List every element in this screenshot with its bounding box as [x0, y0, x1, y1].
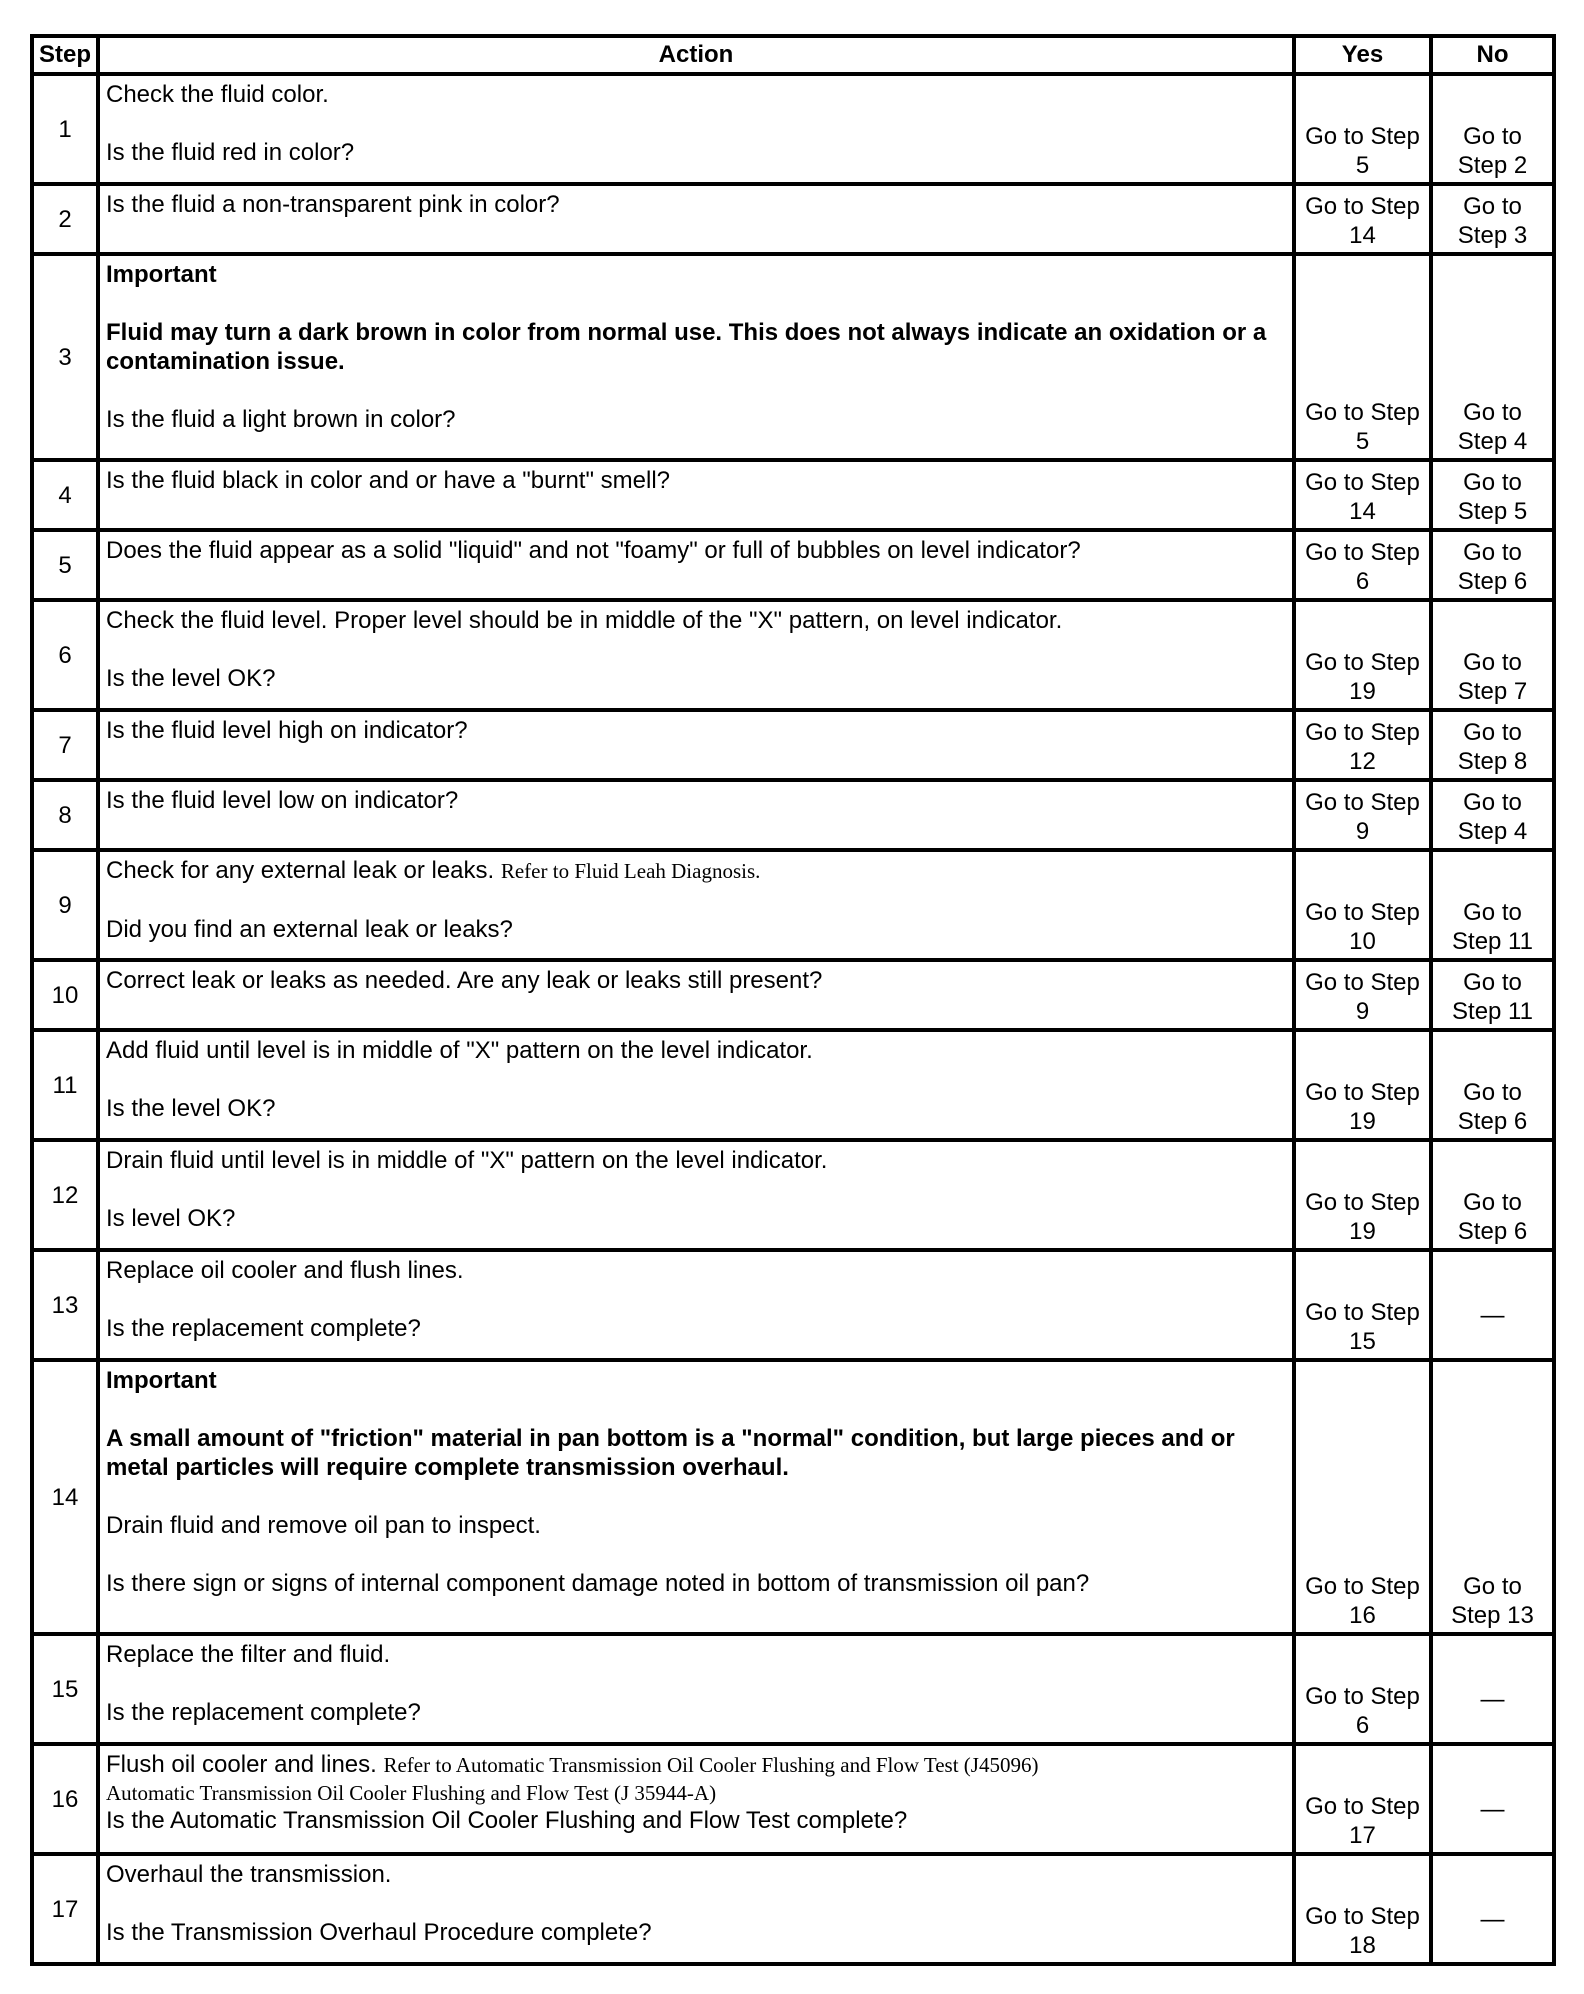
important-note: A small amount of "friction" material in pan bottom is a "normal" condition, but large pieces and or metal particles will require complete transmission overhaul.: [106, 1425, 1235, 1481]
step-number: 4: [32, 460, 98, 530]
no-step: Step 11: [1452, 998, 1533, 1025]
yes-text: Go to Step: [1305, 399, 1420, 426]
yes-cell: [1294, 74, 1431, 184]
no-step: Step 8: [1457, 748, 1528, 775]
yes-text: Go to Step: [1305, 789, 1420, 816]
action-cell: [98, 1634, 1294, 1744]
action-question: Is the fluid a light brown in color?: [106, 406, 456, 433]
step-number: 16: [32, 1744, 98, 1854]
yes-text: Go to Step: [1305, 1189, 1420, 1216]
action-text: Flush oil cooler and lines.: [106, 1751, 377, 1778]
no-text: Go to: [1463, 123, 1522, 150]
important-label: Important: [106, 1367, 217, 1394]
action-cell: [98, 600, 1294, 710]
action-question: Is the replacement complete?: [106, 1699, 421, 1726]
step-number: 1: [32, 74, 98, 184]
action-text: Overhaul the transmission.: [106, 1861, 392, 1888]
yes-cell: [1294, 460, 1431, 530]
step-number: 7: [32, 710, 98, 780]
step-number: 6: [32, 600, 98, 710]
action-question: Is there sign or signs of internal component damage noted in bottom of transmission oil pan?: [106, 1570, 1090, 1597]
yes-step: 16: [1349, 1602, 1376, 1629]
no-text: Go to: [1463, 789, 1522, 816]
action-cell: [98, 254, 1294, 460]
yes-cell: [1294, 530, 1431, 600]
yes-text: Go to Step: [1305, 719, 1420, 746]
no-dash: —: [1480, 1906, 1505, 1933]
no-cell: [1431, 1744, 1554, 1854]
action-question: Is the fluid red in color?: [106, 139, 355, 166]
no-cell: [1431, 184, 1554, 254]
yes-text: Go to Step: [1305, 1683, 1420, 1710]
reference-text: Refer to Fluid Leah Diagnosis.: [500, 859, 761, 883]
step-number: 10: [32, 960, 98, 1030]
no-dash: —: [1480, 1686, 1505, 1713]
no-cell: [1431, 460, 1554, 530]
table-row: [32, 184, 1554, 254]
yes-cell: [1294, 1250, 1431, 1360]
yes-cell: [1294, 600, 1431, 710]
yes-step: 14: [1349, 498, 1376, 525]
diagnostic-table: [30, 34, 1556, 1966]
yes-step: 6: [1355, 568, 1370, 595]
no-step: Step 6: [1457, 1218, 1528, 1245]
no-cell: [1431, 710, 1554, 780]
no-cell: [1431, 1360, 1554, 1634]
table-row: [32, 530, 1554, 600]
step-number: 13: [32, 1250, 98, 1360]
no-dash: —: [1480, 1302, 1505, 1329]
action-question: Correct leak or leaks as needed. Are any leak or leaks still present?: [106, 967, 823, 994]
header-step: Step: [32, 36, 98, 74]
yes-step: 9: [1355, 818, 1370, 845]
no-dash: —: [1480, 1796, 1505, 1823]
action-text: Drain fluid and remove oil pan to inspect.: [106, 1512, 541, 1539]
action-text: Replace oil cooler and flush lines.: [106, 1257, 464, 1284]
yes-step: 15: [1349, 1328, 1376, 1355]
table-row: [32, 1744, 1554, 1854]
no-cell: [1431, 254, 1554, 460]
action-question: Is the replacement complete?: [106, 1315, 421, 1342]
no-step: Step 6: [1457, 568, 1528, 595]
action-text: Add fluid until level is in middle of "X" pattern on the level indicator.: [106, 1037, 813, 1064]
action-question: Is the fluid level high on indicator?: [106, 717, 468, 744]
table-row: [32, 600, 1554, 710]
action-cell: [98, 1854, 1294, 1964]
header-row: [32, 36, 1554, 74]
no-step: Step 4: [1457, 818, 1528, 845]
action-cell: [98, 1250, 1294, 1360]
action-text: Check the fluid level. Proper level should be in middle of the "X" pattern, on level indicator.: [106, 607, 1063, 634]
table-row: [32, 1634, 1554, 1744]
no-text: Go to: [1463, 969, 1522, 996]
yes-text: Go to Step: [1305, 649, 1420, 676]
step-number: 3: [32, 254, 98, 460]
step-number: 12: [32, 1140, 98, 1250]
no-cell: [1431, 1250, 1554, 1360]
yes-cell: [1294, 1360, 1431, 1634]
reference-text: Automatic Transmission Oil Cooler Flushing and Flow Test (J 35944-A): [106, 1781, 717, 1805]
step-number: 2: [32, 184, 98, 254]
yes-cell: [1294, 1854, 1431, 1964]
yes-cell: [1294, 850, 1431, 960]
no-step: Step 11: [1452, 928, 1533, 955]
table-row: [32, 1360, 1554, 1634]
yes-text: Go to Step: [1305, 1793, 1420, 1820]
important-label: Important: [106, 261, 217, 288]
no-step: Step 13: [1451, 1602, 1534, 1629]
yes-step: 17: [1349, 1822, 1376, 1849]
no-cell: [1431, 1140, 1554, 1250]
step-number: 17: [32, 1854, 98, 1964]
yes-text: Go to Step: [1305, 539, 1420, 566]
yes-cell: [1294, 254, 1431, 460]
action-cell: [98, 184, 1294, 254]
yes-text: Go to Step: [1305, 1903, 1420, 1930]
no-text: Go to: [1463, 399, 1522, 426]
yes-step: 18: [1349, 1932, 1376, 1959]
action-cell: [98, 1140, 1294, 1250]
action-question: Is level OK?: [106, 1205, 236, 1232]
yes-text: Go to Step: [1305, 1573, 1420, 1600]
no-step: Step 5: [1457, 498, 1528, 525]
yes-text: Go to Step: [1305, 469, 1420, 496]
table-row: [32, 1250, 1554, 1360]
table-row: [32, 74, 1554, 184]
action-text: Replace the filter and fluid.: [106, 1641, 391, 1668]
no-step: Step 3: [1457, 222, 1528, 249]
yes-step: 5: [1355, 428, 1370, 455]
no-step: Step 2: [1457, 152, 1528, 179]
action-question: Is the fluid a non-transparent pink in color?: [106, 191, 560, 218]
yes-step: 14: [1349, 222, 1376, 249]
yes-step: 9: [1355, 998, 1370, 1025]
action-cell: [98, 460, 1294, 530]
no-cell: [1431, 1030, 1554, 1140]
step-number: 11: [32, 1030, 98, 1140]
no-text: Go to: [1463, 193, 1522, 220]
yes-cell: [1294, 1030, 1431, 1140]
action-cell: [98, 850, 1294, 960]
important-note: Fluid may turn a dark brown in color from normal use. This does not always indicate an oxidation or a contamination issue.: [106, 319, 1267, 375]
step-number: 9: [32, 850, 98, 960]
no-cell: [1431, 960, 1554, 1030]
yes-cell: [1294, 1634, 1431, 1744]
no-text: Go to: [1463, 899, 1522, 926]
action-question: Is the level OK?: [106, 665, 276, 692]
table-row: [32, 710, 1554, 780]
no-step: Step 6: [1457, 1108, 1528, 1135]
yes-text: Go to Step: [1305, 1079, 1420, 1106]
table-row: [32, 1854, 1554, 1964]
action-text: Check the fluid color.: [106, 81, 329, 108]
no-text: Go to: [1463, 539, 1522, 566]
table-row: [32, 460, 1554, 530]
reference-text: Refer to Automatic Transmission Oil Cooler Flushing and Flow Test (J45096): [383, 1753, 1039, 1777]
yes-text: Go to Step: [1305, 193, 1420, 220]
yes-text: Go to Step: [1305, 1299, 1420, 1326]
action-cell: [98, 710, 1294, 780]
no-text: Go to: [1463, 1573, 1522, 1600]
yes-cell: [1294, 1140, 1431, 1250]
no-text: Go to: [1463, 1189, 1522, 1216]
yes-step: 19: [1349, 678, 1376, 705]
yes-step: 6: [1355, 1712, 1370, 1739]
table-row: [32, 960, 1554, 1030]
yes-cell: [1294, 710, 1431, 780]
yes-cell: [1294, 1744, 1431, 1854]
table-row: [32, 780, 1554, 850]
yes-step: 19: [1349, 1108, 1376, 1135]
yes-text: Go to Step: [1305, 969, 1420, 996]
yes-step: 10: [1349, 928, 1376, 955]
action-cell: [98, 1360, 1294, 1634]
no-cell: [1431, 74, 1554, 184]
yes-text: Go to Step: [1305, 899, 1420, 926]
yes-cell: [1294, 960, 1431, 1030]
step-number: 15: [32, 1634, 98, 1744]
action-question: Is the fluid level low on indicator?: [106, 787, 459, 814]
header-no: No: [1431, 36, 1554, 74]
step-number: 14: [32, 1360, 98, 1634]
no-text: Go to: [1463, 1079, 1522, 1106]
table-row: [32, 850, 1554, 960]
no-cell: [1431, 850, 1554, 960]
table-row: [32, 1030, 1554, 1140]
action-cell: [98, 780, 1294, 850]
no-cell: [1431, 530, 1554, 600]
table-row: [32, 254, 1554, 460]
action-question: Does the fluid appear as a solid "liquid" and not "foamy" or full of bubbles on level indicator?: [106, 537, 1081, 564]
yes-cell: [1294, 780, 1431, 850]
table-row: [32, 1140, 1554, 1250]
action-cell: [98, 1030, 1294, 1140]
action-question: Did you find an external leak or leaks?: [106, 916, 513, 943]
no-cell: [1431, 1854, 1554, 1964]
no-cell: [1431, 1634, 1554, 1744]
no-cell: [1431, 600, 1554, 710]
action-cell: [98, 74, 1294, 184]
action-question: Is the fluid black in color and or have a "burnt" smell?: [106, 467, 670, 494]
header-action: Action: [98, 36, 1294, 74]
step-number: 5: [32, 530, 98, 600]
yes-step: 5: [1355, 152, 1370, 179]
yes-step: 12: [1349, 748, 1376, 775]
yes-step: 19: [1349, 1218, 1376, 1245]
action-cell: [98, 530, 1294, 600]
action-question: Is the level OK?: [106, 1095, 276, 1122]
no-step: Step 7: [1457, 678, 1528, 705]
action-question: Is the Transmission Overhaul Procedure complete?: [106, 1919, 652, 1946]
step-number: 8: [32, 780, 98, 850]
no-cell: [1431, 780, 1554, 850]
no-text: Go to: [1463, 719, 1522, 746]
yes-cell: [1294, 184, 1431, 254]
action-cell: [98, 1744, 1294, 1854]
no-text: Go to: [1463, 649, 1522, 676]
action-text: Check for any external leak or leaks.: [106, 857, 495, 884]
action-text: Drain fluid until level is in middle of "X" pattern on the level indicator.: [106, 1147, 828, 1174]
no-step: Step 4: [1457, 428, 1528, 455]
header-yes: Yes: [1294, 36, 1431, 74]
action-question: Is the Automatic Transmission Oil Cooler Flushing and Flow Test complete?: [106, 1807, 908, 1834]
yes-text: Go to Step: [1305, 123, 1420, 150]
no-text: Go to: [1463, 469, 1522, 496]
action-cell: [98, 960, 1294, 1030]
